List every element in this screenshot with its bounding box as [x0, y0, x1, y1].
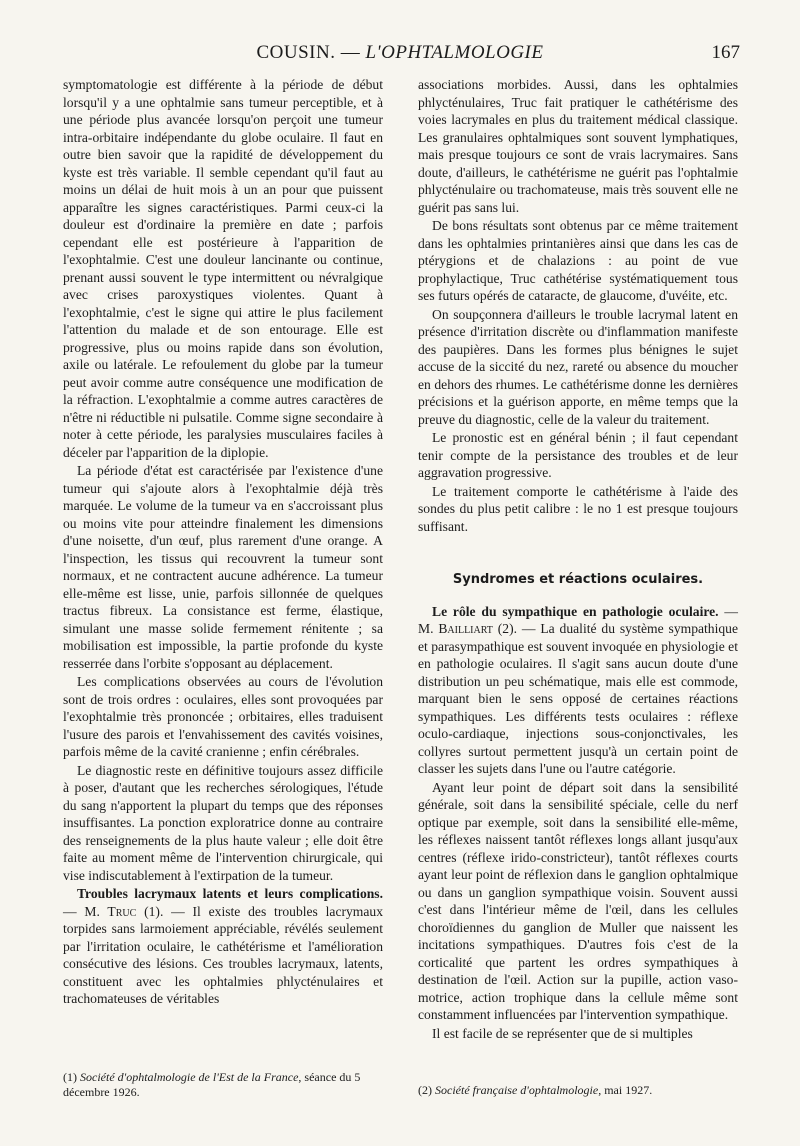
paragraph: La période d'état est caractérisée par l'existence d'une tumeur qui s'ajoute alors à l'exophtalmie déjà très marquée. Le volume de la tumeur va en s'accroissant plus ou moins vite pour atteindre finalement les dimensions d'une noisette, d'un œuf, plus rarement d'une orange. A l'inspection, les tissus qui recouvrent la tumeur sont normaux, et ne contractent aucune adhérence. La tumeur elle-même est lisse, unie, parfois sillonnée de quelques tractus fibreux. La consistance est ferme, élastique, simulant une masse solide fermement rénitente ; sa mobilisation est impossible, la partie profonde du kyste resserrée dans l'orbite s'opposant au déplacement.	[63, 463, 383, 671]
article-author: M. Bailliart	[418, 621, 493, 636]
page-number: 167	[711, 42, 740, 63]
footnote-number: (1)	[63, 1070, 80, 1084]
article-separator: —	[63, 903, 85, 919]
paragraph: associations morbides. Aussi, dans les ophtalmies phlycténulaires, Truc fait pratiquer le cathétérisme des voies lacrymales en plus du traitement médical classique. Les granulaires ophtalmiques sont souvent lymphatiques, mais presque toujours ce sont de vrais lacrymaires. Sans doute, d'ailleurs, le cathétérisme ne guérit pas l'ophtalmie phlycténulaire ou trachomateuse, mais très souvent elle ne guérit pas sans lui.	[418, 77, 738, 215]
paragraph: Le diagnostic reste en définitive toujours assez difficile à poser, d'autant que les recherches sérologiques, l'étude du sang n'apportent la plupart du temps que des réponses insuffisantes. La ponction exploratrice donne au contraire des renseignements de la plus haute valeur ; elle doit être faite au moment même de l'intervention chirurgicale, qui vise indiscutablement à l'extirpation de la tumeur.	[63, 762, 383, 883]
paragraph: Le pronostic est en général bénin ; il faut cependant tenir compte de la persistance des troubles et de leur aggravation progressive.	[418, 430, 738, 480]
running-title-author: COUSIN.	[256, 42, 336, 63]
article-paragraph	[63, 885, 383, 1008]
article-ref: (2). —	[492, 621, 541, 636]
section-spacer	[418, 535, 738, 561]
footnote-left	[63, 1070, 383, 1100]
running-title	[60, 42, 740, 64]
paragraph: Ayant leur point de départ soit dans la sensibilité générale, soit dans la sensibilité spéciale, celle du nerf optique par exemple, soit dans la sensibilité elle-même, les réflexes naissent tantôt réflexes longs allant jusqu'aux centres (réflexe irido-constricteur), tantôt réflexes courts ayant leur point de réflexion dans le ganglion ophtalmique ou dans un ganglion sympathique voisin. Souvent aussi c'est dans l'intérieur même de l'œil, dans les cellules choroïdiennes du ganglion de Muller que naissent les incitations sympathiques. D'autres fois c'est de la corticalité que partent les ordres sympathiques à destination de l'œil. Action sur la pupille, action vaso-motrice, action trophique dans la cellule même sont constamment influencées par l'intervention sympathique.	[418, 779, 738, 1022]
footnote-source: Société d'ophtalmologie de l'Est de la France	[80, 1070, 299, 1084]
article-title: Troubles lacrymaux latents et leurs complications.	[77, 886, 383, 901]
footnote-number: (2)	[418, 1083, 435, 1097]
footnote-right	[418, 1083, 738, 1098]
page-header	[60, 42, 740, 68]
paragraph: Il est facile de se représenter que de si multiples	[432, 1025, 693, 1041]
running-title-topic: L'OPHTALMOLOGIE	[365, 42, 544, 63]
article-paragraph	[418, 603, 738, 778]
article-separator: —	[718, 603, 738, 619]
article-title: Le rôle du sympathique en pathologie oculaire.	[432, 603, 719, 619]
running-title-dash: —	[335, 42, 366, 63]
section-heading: Syndromes et réactions oculaires.	[452, 572, 704, 587]
footnote-rest: , mai 1927.	[598, 1083, 653, 1097]
paragraph: symptomatologie est différente à la période de début lorsqu'il y a une ophtalmie sans tumeur perceptible, et à une période plus avancée lorsqu'on perçoit une tumeur intra-orbitaire indépendante du globe oculaire. Il faut en outre bien savoir que la rapidité de développement du kyste est très variable. Il semble cependant qu'il faut au moins un délai de huit mois à un an pour que puissent apparaître les signes caractéristiques. Parmi ceux-ci la douleur est d'ordinaire la première en date ; parfois cependant elle est postérieure à l'apparition de l'exophtalmie. C'est une douleur lancinante ou continue, prenant aussi souvent le type intermittent ou névralgique avec crises paroxystiques violentes. Quant à l'exophtalmie, c'est le signe qui attire le plus facilement l'attention du malade et de son entourage. Elle est progressive, plus ou moins rapide dans son évolution, axile ou latérale. Le refoulement du globe par la tumeur peut avoir comme autre conséquence une modification de la réfraction. L'exophtalmie a comme autres caractères de n'être ni réductible ni pulsatile. Comme signe secondaire à noter à cette période, les paralysies musculaires faciles à déceler par l'apparition de la diplopie.	[63, 77, 383, 460]
footnote-rest: , séance du 5 décembre 1926.	[63, 1070, 361, 1099]
paragraph: Les complications observées au cours de l'évolution sont de trois ordres : oculaires, elles sont provoquées par l'exophtalmie très prononcée ; orbitaires, elles traduisent l'usure des parois et l'envahissement des cavités voisines, parfois même de la cavité cranienne ; enfin cérébrales.	[63, 674, 383, 759]
paragraph: Le traitement comporte le cathétérisme à l'aide des sondes du plus petit calibre : le no 1 est presque toujours suffisant.	[418, 483, 738, 534]
right-column	[418, 76, 738, 1042]
article-author: M. Truc	[84, 903, 137, 919]
footnote-source: Société française d'ophtalmologie	[435, 1083, 599, 1097]
article-text: La dualité du système sympathique et parasympathique est souvent invoquée en physiologie et en pathologie oculaires. Il s'agit sans aucun doute d'une distribution un peu schématique, mais elle est commode, marquant bien le sens opposé de certaines réactions sympathiques. Les différents tests oculaires : réflexe oculo-cardiaque, injections sous-conjonctivales, les collyres surtout permettent jusqu'à un certain point de classer les sujets dans l'une ou l'autre catégorie.	[418, 621, 738, 776]
article-text: Il existe des troubles lacrymaux torpides sans larmoiement appréciable, révélés seulement par l'irritation oculaire, le cathétérisme et l'amélioration consécutive des lésions. Ces troubles lacrymaux, latents, constituent avec les ophtalmies phlycténulaires et trachomateuses de véritables	[63, 903, 383, 1006]
left-column	[63, 76, 383, 1008]
paragraph: De bons résultats sont obtenus par ce même traitement dans les ophtalmies printanières ainsi que dans les cas de ptérygions et de chalazions : au point de vue prophylactique, Truc cathétérise systématiquement tous ses futurs opérés de cataracte, de glaucome, d'uvéite, etc.	[418, 218, 738, 303]
article-ref: (1). —	[136, 903, 193, 919]
paragraph: On soupçonnera d'ailleurs le trouble lacrymal latent en présence d'irritation discrète ou d'inflammation manifeste des paupières. Dans les formes plus bénignes le sujet accuse de la siccité du nez, rareté ou absence du moucher en dehors des rhumes. Le cathétérisme donne les dernières précisions et la guérison apporte, en même temps que la preuve du diagnostic, celle de la valeur du traitement.	[418, 306, 738, 427]
